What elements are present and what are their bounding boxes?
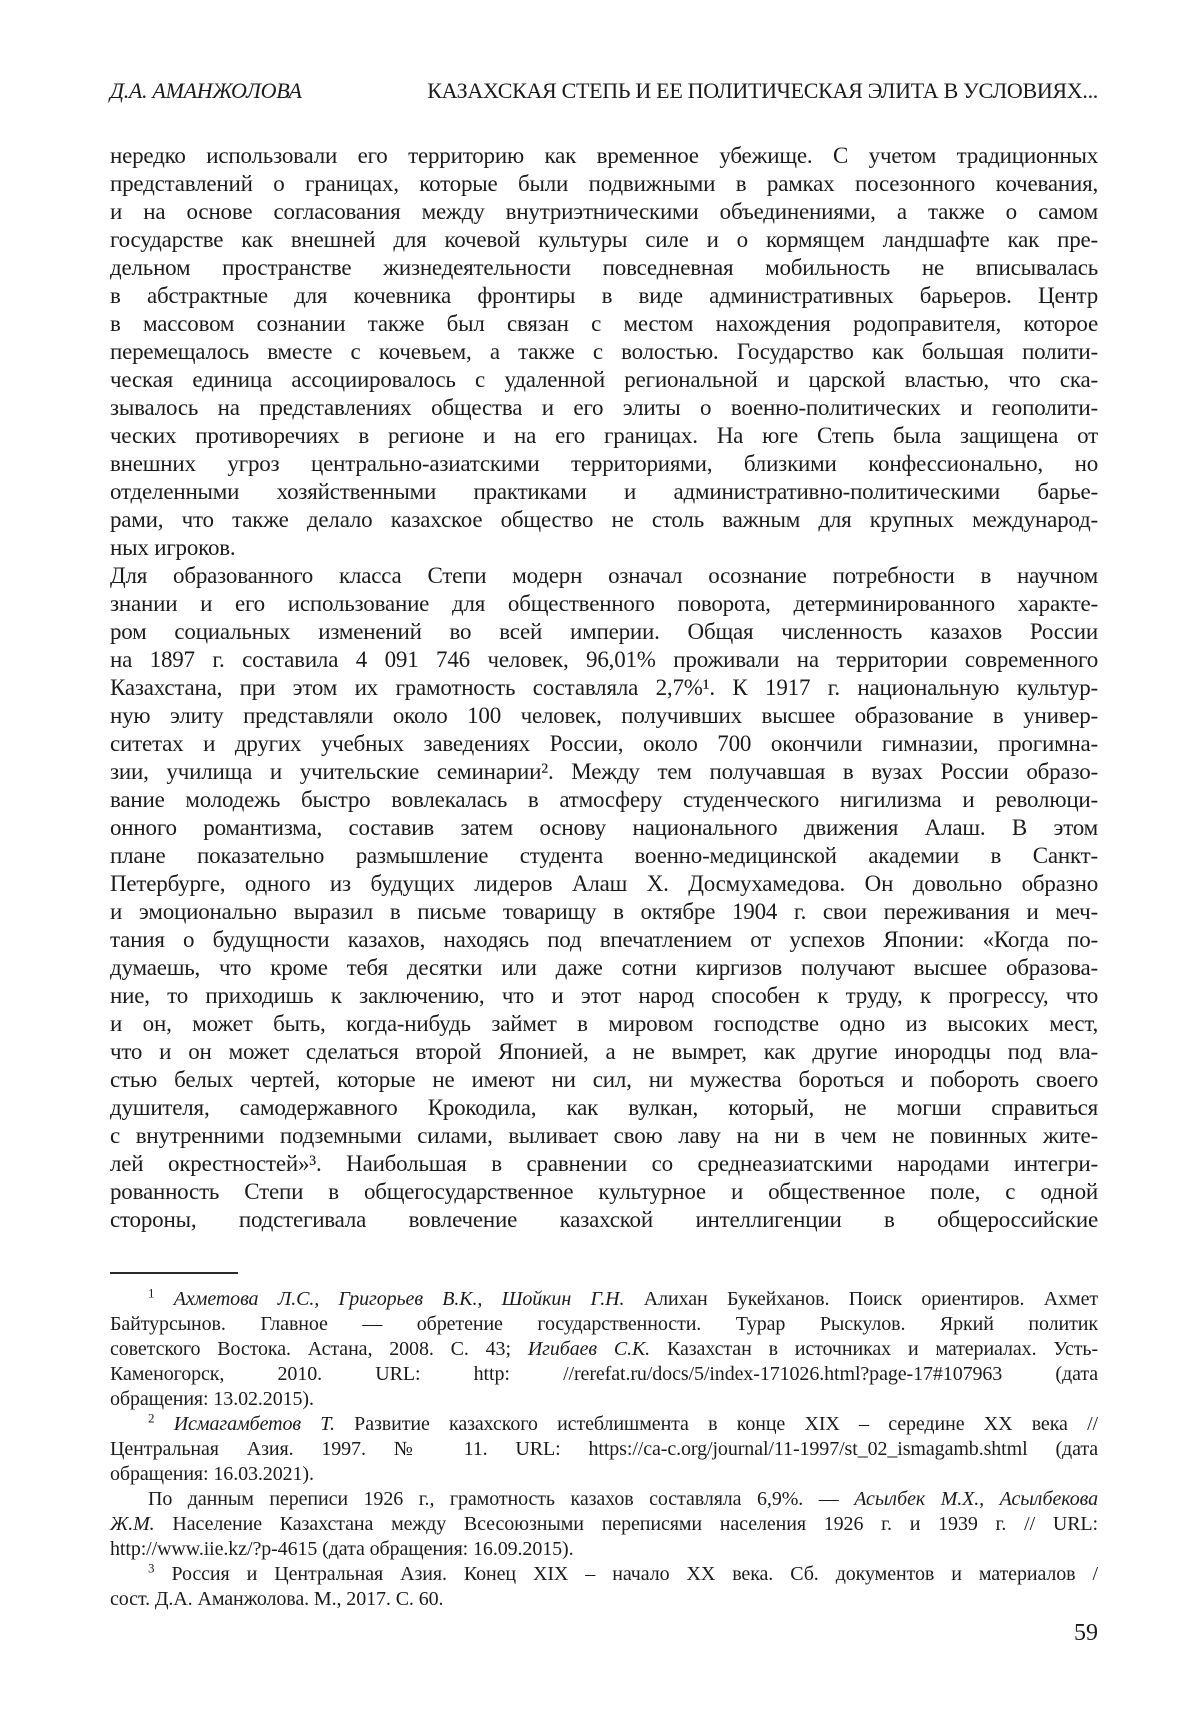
footnote-author: Игибаев С.К. [527,1338,651,1360]
footnote-author: Ж.М. [110,1513,155,1535]
footnote-author: Асылбек М.Х., Асылбекова [854,1488,1099,1510]
footnote-line: Байтурсынов. Главное — обретение государственности. Турар Рыскулов. Яркий политик [110,1313,1098,1335]
text-line: отделенными хозяйственными практиками и административно-политическими барье- [110,479,1098,504]
text-line: и он, может быть, когда-нибудь займет в мировом господстве одно из высоких мест, [110,1011,1098,1036]
text-line: на 1897 г. составила 4 091 746 человек, 96,01% проживали на территории современного [110,647,1098,672]
running-header [110,78,1098,104]
text-line: зии, училища и учительские семинарии². Между тем получавшая в вузах России образо- [110,759,1098,784]
text-line: стороны, подстегивала вовлечение казахской интеллигенции в общероссийские [110,1207,1098,1232]
text-line: тания о будущности казахов, находясь под впечатлением от успехов Японии: «Когда по- [110,927,1098,952]
text-line: думаешь, что кроме тебя десятки или даже сотни киргизов получают высшее образова- [110,955,1098,980]
footnote-text: советского Востока. Астана, 2008. С. 43; [110,1338,511,1360]
footnote-text: Казахстан в источниках и материалах. Усть- [666,1338,1099,1360]
text-line: и эмоционально выразил в письме товарищу в октябре 1904 г. свои переживания и меч- [110,899,1098,924]
text-line: ных игроков. [110,535,236,560]
footnote-line [110,1412,1098,1437]
footnote-line [110,1337,1098,1362]
text-line: что и он может сделаться второй Японией, а не вымрет, как другие инородцы под вла- [110,1039,1098,1064]
text-line: рованность Степи в общегосударственное культурное и общественное поле, с одной [110,1179,1098,1204]
running-header-title: КАЗАХСКАЯ СТЕПЬ И ЕЕ ПОЛИТИЧЕСКАЯ ЭЛИТА В УСЛОВИЯХ... [427,78,1098,103]
running-header-author: Д.А. АМАНЖОЛОВА [110,78,302,103]
paragraph-1 [110,142,1098,562]
text-line: нередко использовали его территорию как временное убежище. С учетом традиционных [110,143,1098,168]
text-line: знании и его использование для общественного поворота, детерминированного характе- [110,591,1098,616]
footnotes [110,1287,1098,1612]
text-line: Петербурге, одного из будущих лидеров Алаш Х. Досмухамедова. Он довольно образно [110,871,1098,896]
text-line: онного романтизма, составив затем основу национального движения Алаш. В этом [110,815,1098,840]
text-line: ние, то приходишь к заключению, что и этот народ способен к труду, к прогрессу, что [110,983,1098,1008]
footnote-marker: 1 [148,1285,155,1301]
footnote-text: Население Казахстана между Всесоюзными переписями населения 1926 г. и 1939 г. // URL: [172,1513,1099,1535]
text-line: с внутренними подземными силами, выливает свою лаву на ни в чем не повинных жите- [110,1123,1098,1148]
text-line: ром социальных изменений во всей империи. Общая численность казахов России [110,619,1098,644]
footnote-line [110,1487,1098,1512]
text-line: Для образованного класса Степи модерн означал осознание потребности в научном [110,563,1098,588]
body-text [110,142,1098,1234]
footnote-line: обращения: 16.03.2021). [110,1463,314,1485]
footnote-line [110,1512,1098,1537]
footnote-text: По данным переписи 1926 г., грамотность казахов составляла 6,9%. — [148,1488,839,1510]
text-line: рами, что также делало казахское общество не столь важным для крупных международ- [110,507,1098,532]
text-line: ную элиту представляли около 100 человек, получивших высшее образование в универ- [110,703,1098,728]
text-line: зывалось на представлениях общества и его элиты о военно-политических и геополити- [110,395,1098,420]
footnote-author: Ахметова Л.С., Григорьев В.К., Шойкин Г.Н. [173,1288,625,1310]
footnote-text: Россия и Центральная Азия. Конец XIX – начало XX века. Сб. документов и материалов / [171,1563,1098,1585]
footnote-line: сост. Д.А. Аманжолова. М., 2017. С. 60. [110,1588,444,1610]
text-line: ческих противоречиях в регионе и на его границах. На юге Степь была защищена от [110,423,1098,448]
footnote-text: Алихан Букейханов. Поиск ориентиров. Ахмет [643,1288,1098,1310]
text-line: плане показательно размышление студента военно-медицинской академии в Санкт- [110,843,1098,868]
footnote-line: обращения: 13.02.2015). [110,1388,314,1410]
text-line: душителя, самодержавного Крокодила, как вулкан, который, не могши справиться [110,1095,1098,1120]
text-line: в абстрактные для кочевника фронтиры в виде административных барьеров. Центр [110,283,1098,308]
text-line: ческая единица ассоциировалось с удаленной региональной и царской властью, что ска- [110,367,1098,392]
text-line: и на основе согласования между внутриэтническими объединениями, а также о самом [110,199,1098,224]
footnote-line [110,1287,1098,1312]
text-line: ситетах и других учебных заведениях России, около 700 окончили гимназии, прогимна- [110,731,1098,756]
text-line: дельном пространстве жизнедеятельности повседневная мобильность не вписывалась [110,255,1098,280]
footnote-marker: 3 [148,1560,155,1576]
footnote-marker: 2 [148,1410,155,1426]
footnote-line: http://www.iie.kz/?p-4615 (дата обращения: 16.09.2015). [110,1538,574,1560]
text-line: государстве как внешней для кочевой культуры силе и о кормящем ландшафте как пре- [110,227,1098,252]
text-line: перемещалось вместе с кочевьем, а также с волостью. Государство как большая полити- [110,339,1098,364]
text-line: внешних угроз центрально-азиатскими территориями, близкими конфессионально, но [110,451,1098,476]
text-line: вание молодежь быстро вовлекалась в атмосферу студенческого нигилизма и революци- [110,787,1098,812]
page-number: 59 [1074,1620,1098,1646]
footnote-text: Развитие казахского истеблишмента в конце XIX – середине XX века // [354,1413,1098,1435]
footnote-line: Центральная Азия. 1997. № 11. URL: https://ca-c.org/journal/11-1997/st_02_ismagamb.shtml (дата [110,1438,1098,1460]
text-line: стью белых чертей, которые не имеют ни сил, ни мужества бороться и побороть своего [110,1067,1098,1092]
text-line: Казахстана, при этом их грамотность составляла 2,7%¹. К 1917 г. национальную культур- [110,675,1098,700]
paragraph-2 [110,562,1098,1234]
text-line: представлений о границах, которые были подвижными в рамках посезонного кочевания, [110,171,1098,196]
text-line: лей окрестностей»³. Наибольшая в сравнении со среднеазиатскими народами интегри- [110,1151,1098,1176]
footnote-line [110,1562,1098,1587]
footnote-author: Исмагамбетов Т. [173,1413,335,1435]
text-line: в массовом сознании также был связан с местом нахождения родоправителя, которое [110,311,1098,336]
footnote-line: Каменогорск, 2010. URL: http: //rerefat.ru/docs/5/index-171026.html?page-17#107963 (дата [110,1363,1098,1385]
footnote-separator [110,1272,238,1274]
